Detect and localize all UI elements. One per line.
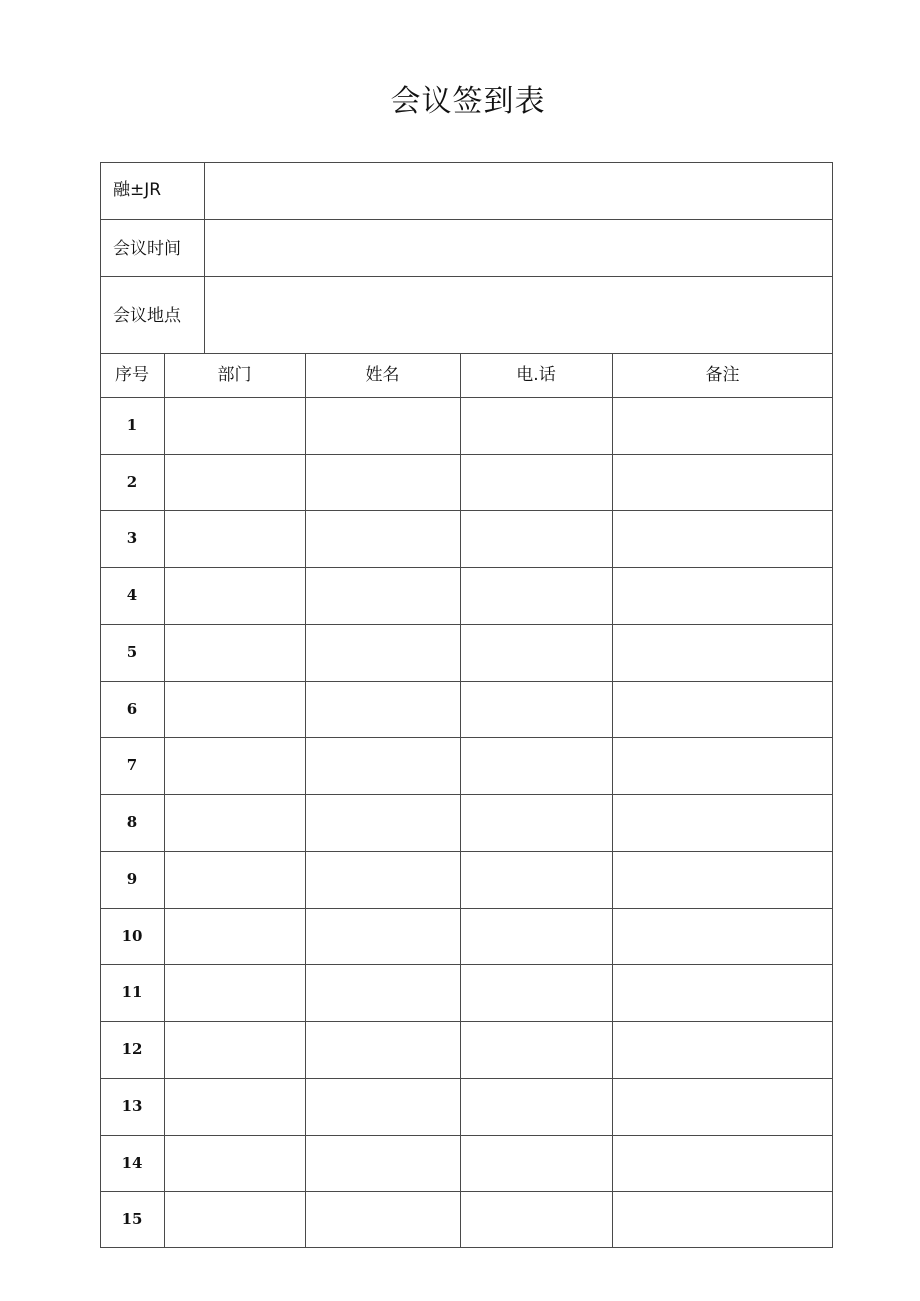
cell-name[interactable]	[306, 682, 460, 738]
cell-dept[interactable]	[165, 455, 305, 511]
column-divider	[305, 353, 306, 1248]
cell-dept[interactable]	[165, 795, 305, 851]
cell-remark[interactable]	[613, 568, 833, 624]
cell-phone[interactable]	[461, 1192, 612, 1248]
cell-dept[interactable]	[165, 398, 305, 454]
table-row	[100, 794, 833, 851]
row-number: 9	[126, 870, 138, 888]
table-row	[100, 1021, 833, 1078]
cell-name[interactable]	[306, 511, 460, 567]
cell-dept[interactable]	[165, 965, 305, 1021]
table-row	[100, 510, 833, 567]
table-row	[100, 964, 833, 1021]
row-number: 1	[126, 416, 138, 434]
meeting-place-value[interactable]	[206, 277, 832, 352]
cell-name[interactable]	[306, 398, 460, 454]
cell-phone[interactable]	[461, 568, 612, 624]
cell-remark[interactable]	[613, 455, 833, 511]
cell-remark[interactable]	[613, 1192, 833, 1248]
cell-dept[interactable]	[165, 909, 305, 965]
cell-remark[interactable]	[613, 511, 833, 567]
cell-dept[interactable]	[165, 852, 305, 908]
cell-name[interactable]	[306, 852, 460, 908]
cell-name[interactable]	[306, 1192, 460, 1248]
table-row	[100, 1191, 833, 1248]
cell-dept[interactable]	[165, 738, 305, 794]
cell-remark[interactable]	[613, 1136, 833, 1192]
row-number: 10	[121, 927, 143, 945]
table-row	[100, 397, 833, 454]
row-number: 5	[126, 643, 138, 661]
table-row	[100, 908, 833, 965]
cell-name[interactable]	[306, 965, 460, 1021]
table-row	[100, 681, 833, 738]
cell-phone[interactable]	[461, 511, 612, 567]
page-title: 会议签到表	[390, 84, 546, 119]
row-number: 6	[126, 700, 138, 718]
cell-phone[interactable]	[461, 738, 612, 794]
cell-phone[interactable]	[461, 1079, 612, 1135]
row-number: 4	[126, 586, 138, 604]
cell-remark[interactable]	[613, 852, 833, 908]
cell-dept[interactable]	[165, 682, 305, 738]
table-row	[100, 1078, 833, 1135]
row-number: 12	[121, 1040, 143, 1058]
meeting-topic-label: 融±JR	[113, 180, 162, 200]
cell-name[interactable]	[306, 568, 460, 624]
info-divider	[100, 353, 833, 354]
header-name: 姓名	[365, 365, 400, 385]
cell-remark[interactable]	[613, 1079, 833, 1135]
table-row	[100, 567, 833, 624]
cell-remark[interactable]	[613, 1022, 833, 1078]
cell-phone[interactable]	[461, 625, 612, 681]
cell-phone[interactable]	[461, 965, 612, 1021]
meeting-time-value[interactable]	[206, 220, 832, 276]
cell-remark[interactable]	[613, 738, 833, 794]
column-divider	[460, 353, 461, 1248]
row-number: 11	[121, 983, 143, 1001]
cell-phone[interactable]	[461, 398, 612, 454]
cell-name[interactable]	[306, 909, 460, 965]
sign-in-table	[100, 162, 833, 1248]
cell-phone[interactable]	[461, 455, 612, 511]
row-number: 2	[126, 473, 138, 491]
cell-dept[interactable]	[165, 568, 305, 624]
cell-remark[interactable]	[613, 909, 833, 965]
info-divider	[100, 276, 833, 277]
cell-name[interactable]	[306, 1022, 460, 1078]
cell-phone[interactable]	[461, 1022, 612, 1078]
cell-dept[interactable]	[165, 511, 305, 567]
meeting-place-label: 会议地点	[113, 306, 181, 326]
cell-name[interactable]	[306, 625, 460, 681]
cell-dept[interactable]	[165, 1079, 305, 1135]
cell-name[interactable]	[306, 1136, 460, 1192]
cell-remark[interactable]	[613, 795, 833, 851]
row-number: 13	[121, 1097, 143, 1115]
cell-dept[interactable]	[165, 625, 305, 681]
row-number: 14	[121, 1154, 143, 1172]
cell-remark[interactable]	[613, 625, 833, 681]
cell-dept[interactable]	[165, 1192, 305, 1248]
cell-dept[interactable]	[165, 1022, 305, 1078]
cell-name[interactable]	[306, 1079, 460, 1135]
table-row	[100, 1135, 833, 1192]
table-row	[100, 624, 833, 681]
row-number: 7	[126, 756, 138, 774]
cell-remark[interactable]	[613, 682, 833, 738]
table-row	[100, 851, 833, 908]
cell-dept[interactable]	[165, 1136, 305, 1192]
cell-phone[interactable]	[461, 795, 612, 851]
column-divider	[164, 353, 165, 1248]
header-dept: 部门	[217, 365, 252, 385]
cell-phone[interactable]	[461, 852, 612, 908]
info-label-divider	[204, 162, 205, 353]
row-number: 3	[126, 529, 138, 547]
table-border-top	[100, 162, 833, 163]
cell-phone[interactable]	[461, 909, 612, 965]
table-row	[100, 454, 833, 511]
cell-remark[interactable]	[613, 398, 833, 454]
header-seq: 序号	[115, 365, 149, 385]
meeting-topic-value[interactable]	[206, 163, 832, 219]
cell-phone[interactable]	[461, 682, 612, 738]
cell-remark[interactable]	[613, 965, 833, 1021]
meeting-time-label: 会议时间	[113, 239, 181, 259]
header-phone: 电.话	[516, 365, 556, 385]
row-number: 8	[126, 813, 138, 831]
cell-name[interactable]	[306, 455, 460, 511]
cell-phone[interactable]	[461, 1136, 612, 1192]
cell-name[interactable]	[306, 738, 460, 794]
cell-name[interactable]	[306, 795, 460, 851]
table-row	[100, 737, 833, 794]
header-remark: 备注	[705, 365, 740, 385]
row-number: 15	[121, 1210, 143, 1228]
column-divider	[612, 353, 613, 1248]
info-divider	[100, 219, 833, 220]
